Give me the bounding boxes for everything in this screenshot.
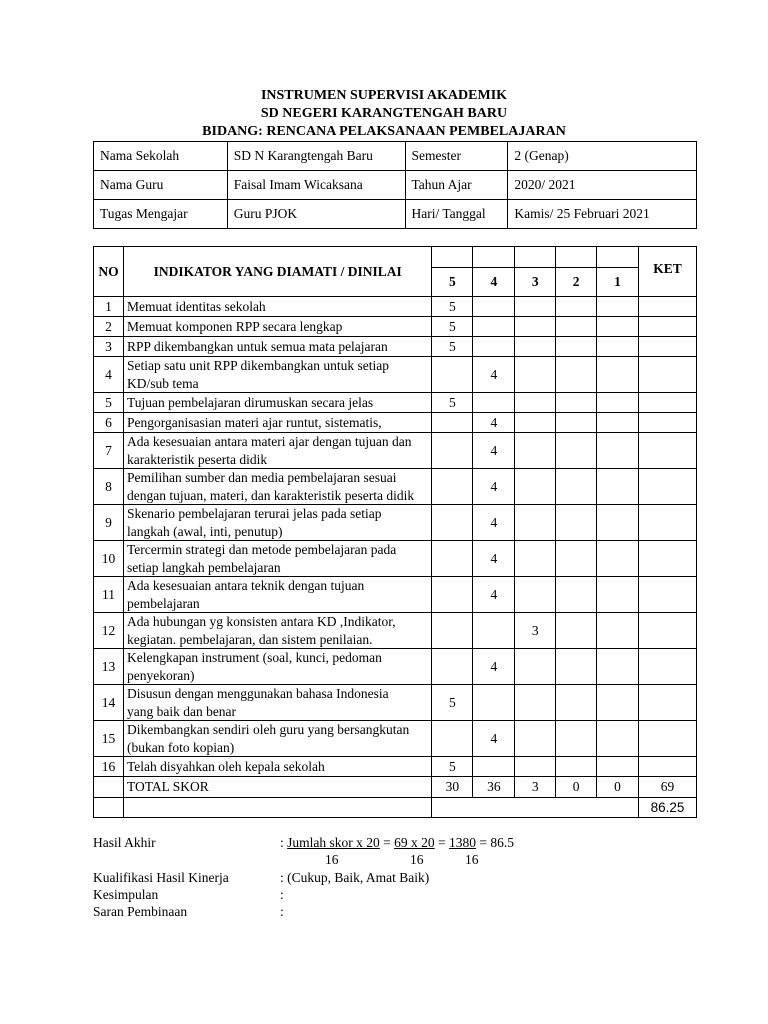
score-value: 4 bbox=[473, 469, 515, 505]
table-row bbox=[94, 685, 697, 721]
info-row bbox=[94, 142, 697, 171]
ket-cell bbox=[639, 393, 697, 413]
score-value: 4 bbox=[473, 541, 515, 577]
score-header: 1 bbox=[597, 268, 639, 297]
score-value: 4 bbox=[473, 357, 515, 393]
indicator-cell bbox=[123, 337, 431, 357]
ket-cell bbox=[639, 317, 697, 337]
indicator-text: pembelajaran bbox=[126, 595, 200, 611]
indicator-text: Pemilihan sumber dan media pembelajaran sesuai bbox=[126, 470, 397, 485]
score-cell-empty bbox=[597, 469, 639, 505]
score-cell-empty bbox=[515, 757, 556, 777]
score-header-blank bbox=[515, 247, 556, 268]
score-header-blank bbox=[597, 247, 639, 268]
score-cell-empty bbox=[515, 541, 556, 577]
indicator-cell bbox=[123, 685, 431, 721]
ket-cell bbox=[639, 757, 697, 777]
table-row bbox=[94, 393, 697, 413]
row-number: 15 bbox=[94, 721, 124, 757]
indicator-text: Memuat identitas sekolah bbox=[126, 298, 266, 314]
row-number: 5 bbox=[94, 393, 124, 413]
row-number: 8 bbox=[94, 469, 124, 505]
indicator-cell bbox=[123, 649, 431, 685]
score-value: 5 bbox=[432, 685, 473, 721]
score-cell-empty bbox=[556, 505, 597, 541]
score-cell-empty bbox=[597, 613, 639, 649]
row-number: 6 bbox=[94, 413, 124, 433]
score-cell-empty bbox=[432, 721, 473, 757]
ket-cell bbox=[639, 297, 697, 317]
score-cell-empty bbox=[597, 721, 639, 757]
info-label: Tugas Mengajar bbox=[94, 200, 228, 229]
indicator-text: langkah (awal, inti, penutup) bbox=[126, 523, 283, 539]
saran-value: : bbox=[280, 904, 284, 919]
ket-cell bbox=[639, 541, 697, 577]
total-score: 3 bbox=[515, 777, 556, 798]
score-cell-empty bbox=[597, 413, 639, 433]
score-cell-empty bbox=[473, 685, 515, 721]
indicator-text: KD/sub tema bbox=[126, 375, 199, 391]
document-title: INSTRUMEN SUPERVISI AKADEMIK bbox=[260, 88, 508, 103]
ket-cell bbox=[639, 721, 697, 757]
score-cell-empty bbox=[473, 393, 515, 413]
score-header-blank bbox=[556, 247, 597, 268]
total-ket: 69 bbox=[639, 777, 697, 798]
formula-denominator-1: 16 bbox=[325, 852, 339, 867]
info-label: Tahun Ajar bbox=[405, 171, 508, 200]
row-number: 11 bbox=[94, 577, 124, 613]
formula-prefix: : bbox=[280, 835, 288, 850]
score-cell-empty bbox=[597, 757, 639, 777]
score-cell-empty bbox=[556, 357, 597, 393]
formula-numerator-1: Jumlah skor x 20 bbox=[287, 835, 380, 850]
score-cell-empty bbox=[432, 613, 473, 649]
score-value: 5 bbox=[432, 317, 473, 337]
score-cell-empty bbox=[515, 721, 556, 757]
score-cell-empty bbox=[515, 297, 556, 317]
total-score: 36 bbox=[473, 777, 515, 798]
info-value: Kamis/ 25 Februari 2021 bbox=[508, 200, 697, 229]
total-label: TOTAL SKOR bbox=[123, 777, 431, 798]
info-value: SD N Karangtengah Baru bbox=[227, 142, 405, 171]
column-header-indikator: INDIKATOR YANG DIAMATI / DINILAI bbox=[123, 247, 431, 297]
indicator-cell bbox=[123, 317, 431, 337]
row-number: 14 bbox=[94, 685, 124, 721]
indicator-cell bbox=[123, 297, 431, 317]
score-header-blank bbox=[473, 247, 515, 268]
indicator-cell bbox=[123, 469, 431, 505]
score-cell-empty bbox=[556, 469, 597, 505]
score-value: 5 bbox=[432, 337, 473, 357]
info-label: Nama Guru bbox=[94, 171, 228, 200]
info-label: Semester bbox=[405, 142, 508, 171]
table-row bbox=[94, 297, 697, 317]
ket-cell bbox=[639, 577, 697, 613]
indicator-text: kegiatan. pembelajaran, dan sistem penilaian. bbox=[126, 631, 373, 647]
indicator-text: Telah disyahkan oleh kepala sekolah bbox=[126, 758, 325, 774]
indicator-text: Pengorganisasian materi ajar runtut, sistematis, bbox=[126, 414, 382, 430]
indicator-text: Ada kesesuaian antara teknik dengan tujuan bbox=[126, 578, 365, 593]
score-cell-empty bbox=[556, 721, 597, 757]
score-header: 4 bbox=[473, 268, 515, 297]
column-header-ket: KET bbox=[639, 247, 697, 297]
info-row bbox=[94, 200, 697, 229]
score-cell-empty bbox=[556, 317, 597, 337]
indicator-text: Ada kesesuaian antara materi ajar dengan tujuan dan bbox=[126, 434, 412, 449]
score-value: 3 bbox=[515, 613, 556, 649]
score-value: 5 bbox=[432, 757, 473, 777]
kesimpulan-label: Kesimpulan bbox=[93, 887, 159, 902]
row-number: 13 bbox=[94, 649, 124, 685]
field-heading: BIDANG: RENCANA PELAKSANAAN PEMBELAJARAN bbox=[202, 124, 566, 139]
score-header: 5 bbox=[432, 268, 473, 297]
score-cell-empty bbox=[597, 317, 639, 337]
indicator-cell bbox=[123, 757, 431, 777]
indicator-text: Setiap satu unit RPP dikembangkan untuk setiap bbox=[126, 358, 389, 373]
score-cell-empty bbox=[515, 433, 556, 469]
score-cell-empty bbox=[556, 685, 597, 721]
total-score: 0 bbox=[597, 777, 639, 798]
row-number: 1 bbox=[94, 297, 124, 317]
indicator-text: karakteristik peserta didik bbox=[126, 451, 268, 467]
score-cell-empty bbox=[556, 337, 597, 357]
table-row bbox=[94, 757, 697, 777]
score-cell-empty bbox=[515, 685, 556, 721]
indicator-cell bbox=[123, 433, 431, 469]
formula-equals: = bbox=[379, 835, 395, 850]
score-cell-empty bbox=[597, 685, 639, 721]
indicator-cell bbox=[123, 541, 431, 577]
score-cell-empty bbox=[515, 357, 556, 393]
score-cell-empty bbox=[473, 317, 515, 337]
info-table bbox=[93, 141, 697, 229]
ket-cell bbox=[639, 613, 697, 649]
header-row bbox=[94, 247, 697, 268]
info-value: Guru PJOK bbox=[227, 200, 405, 229]
indicator-cell bbox=[123, 413, 431, 433]
formula-result: = 86.5 bbox=[476, 835, 515, 850]
info-row bbox=[94, 171, 697, 200]
table-row bbox=[94, 317, 697, 337]
score-cell-empty bbox=[597, 541, 639, 577]
total-row bbox=[94, 777, 697, 798]
score-value: 5 bbox=[432, 393, 473, 413]
row-number: 7 bbox=[94, 433, 124, 469]
final-blank bbox=[432, 798, 639, 818]
column-header-no: NO bbox=[94, 247, 124, 297]
indicator-text: setiap langkah pembelajaran bbox=[126, 559, 281, 575]
indicator-text: Disusun dengan menggunakan bahasa Indonesia bbox=[126, 686, 389, 701]
score-cell-empty bbox=[515, 577, 556, 613]
saran-label: Saran Pembinaan bbox=[93, 904, 188, 919]
row-number: 3 bbox=[94, 337, 124, 357]
score-cell-empty bbox=[473, 613, 515, 649]
indicator-text: Tercermin strategi dan metode pembelajaran pada bbox=[126, 542, 397, 557]
indicator-cell bbox=[123, 357, 431, 393]
indicator-text: yang baik dan benar bbox=[126, 703, 237, 719]
final-row bbox=[94, 798, 697, 818]
score-value: 4 bbox=[473, 577, 515, 613]
ket-cell bbox=[639, 685, 697, 721]
table-row bbox=[94, 649, 697, 685]
indicator-cell bbox=[123, 393, 431, 413]
score-cell-empty bbox=[597, 649, 639, 685]
score-cell-empty bbox=[556, 649, 597, 685]
formula-equals: = bbox=[434, 835, 450, 850]
ket-cell bbox=[639, 337, 697, 357]
score-cell-empty bbox=[473, 337, 515, 357]
formula-numerator-3: 1380 bbox=[449, 835, 477, 850]
table-row bbox=[94, 613, 697, 649]
info-value: Faisal Imam Wicaksana bbox=[227, 171, 405, 200]
table-row bbox=[94, 433, 697, 469]
info-value: 2 (Genap) bbox=[508, 142, 697, 171]
score-header: 3 bbox=[515, 268, 556, 297]
score-cell-empty bbox=[515, 649, 556, 685]
score-cell-empty bbox=[556, 613, 597, 649]
formula-denominator-2: 16 bbox=[410, 852, 424, 867]
score-cell-empty bbox=[556, 433, 597, 469]
ket-cell bbox=[639, 505, 697, 541]
table-row bbox=[94, 413, 697, 433]
score-cell-empty bbox=[556, 393, 597, 413]
kesimpulan-value: : bbox=[280, 887, 284, 902]
row-number: 10 bbox=[94, 541, 124, 577]
indicator-cell bbox=[123, 721, 431, 757]
score-cell-empty bbox=[515, 505, 556, 541]
total-no-cell bbox=[94, 777, 124, 798]
info-label: Nama Sekolah bbox=[94, 142, 228, 171]
ket-cell bbox=[639, 413, 697, 433]
score-value: 5 bbox=[432, 297, 473, 317]
score-cell-empty bbox=[597, 297, 639, 317]
score-cell-empty bbox=[515, 469, 556, 505]
indicator-cell bbox=[123, 577, 431, 613]
score-header-blank bbox=[432, 247, 473, 268]
indicator-text: (bukan foto kopian) bbox=[126, 739, 235, 755]
indicator-text: Ada hubungan yg konsisten antara KD ,Indikator, bbox=[126, 614, 396, 629]
indicator-cell bbox=[123, 505, 431, 541]
score-cell-empty bbox=[432, 577, 473, 613]
indicator-text: Kelengkapan instrument (soal, kunci, pedoman bbox=[126, 650, 382, 665]
ket-cell bbox=[639, 649, 697, 685]
score-cell-empty bbox=[432, 649, 473, 685]
kualifikasi-value: : (Cukup, Baik, Amat Baik) bbox=[280, 870, 430, 885]
score-cell-empty bbox=[515, 337, 556, 357]
ket-cell bbox=[639, 357, 697, 393]
score-cell-empty bbox=[515, 413, 556, 433]
table-row bbox=[94, 505, 697, 541]
hasil-formula bbox=[280, 834, 514, 851]
indicator-text: penyekoran) bbox=[126, 667, 195, 683]
ket-cell bbox=[639, 469, 697, 505]
score-cell-empty bbox=[556, 413, 597, 433]
final-ket: 86.25 bbox=[639, 798, 697, 818]
score-cell-empty bbox=[597, 393, 639, 413]
info-value: 2020/ 2021 bbox=[508, 171, 697, 200]
indicator-text: RPP dikembangkan untuk semua mata pelajaran bbox=[126, 338, 388, 354]
indicator-text: Tujuan pembelajaran dirumuskan secara jelas bbox=[126, 394, 374, 410]
info-label: Hari/ Tanggal bbox=[405, 200, 508, 229]
row-number: 16 bbox=[94, 757, 124, 777]
row-number: 2 bbox=[94, 317, 124, 337]
table-row bbox=[94, 337, 697, 357]
score-value: 4 bbox=[473, 433, 515, 469]
ket-cell bbox=[639, 433, 697, 469]
indicator-text: dengan tujuan, materi, dan karakteristik peserta didik bbox=[126, 487, 415, 503]
score-cell-empty bbox=[515, 393, 556, 413]
score-value: 4 bbox=[473, 721, 515, 757]
indicator-text: Skenario pembelajaran terurai jelas pada setiap bbox=[126, 506, 382, 521]
indicator-text: Memuat komponen RPP secara lengkap bbox=[126, 318, 343, 334]
score-cell-empty bbox=[597, 505, 639, 541]
score-cell-empty bbox=[597, 577, 639, 613]
total-score: 30 bbox=[432, 777, 473, 798]
indicator-text: Dikembangkan sendiri oleh guru yang bersangkutan bbox=[126, 722, 410, 737]
score-cell-empty bbox=[432, 505, 473, 541]
score-cell-empty bbox=[556, 297, 597, 317]
score-value: 4 bbox=[473, 649, 515, 685]
kualifikasi-label: Kualifikasi Hasil Kinerja bbox=[93, 870, 229, 885]
formula-denominator-3: 16 bbox=[465, 852, 479, 867]
row-number: 9 bbox=[94, 505, 124, 541]
score-cell-empty bbox=[432, 541, 473, 577]
school-name-heading: SD NEGERI KARANGTENGAH BARU bbox=[260, 106, 508, 121]
assessment-table bbox=[93, 246, 697, 818]
row-number: 4 bbox=[94, 357, 124, 393]
score-cell-empty bbox=[432, 357, 473, 393]
score-cell-empty bbox=[556, 757, 597, 777]
formula-numerator-2: 69 x 20 bbox=[394, 835, 435, 850]
final-blank bbox=[94, 798, 124, 818]
indicator-cell bbox=[123, 613, 431, 649]
score-cell-empty bbox=[432, 469, 473, 505]
row-number: 12 bbox=[94, 613, 124, 649]
score-cell-empty bbox=[473, 297, 515, 317]
score-cell-empty bbox=[556, 577, 597, 613]
final-blank bbox=[123, 798, 431, 818]
score-header: 2 bbox=[556, 268, 597, 297]
table-row bbox=[94, 577, 697, 613]
score-cell-empty bbox=[556, 541, 597, 577]
score-value: 4 bbox=[473, 505, 515, 541]
table-row bbox=[94, 721, 697, 757]
score-cell-empty bbox=[473, 757, 515, 777]
score-cell-empty bbox=[597, 433, 639, 469]
score-cell-empty bbox=[597, 337, 639, 357]
score-value: 4 bbox=[473, 413, 515, 433]
score-cell-empty bbox=[515, 317, 556, 337]
table-row bbox=[94, 541, 697, 577]
score-cell-empty bbox=[432, 413, 473, 433]
score-cell-empty bbox=[432, 433, 473, 469]
table-row bbox=[94, 469, 697, 505]
table-row bbox=[94, 357, 697, 393]
total-score: 0 bbox=[556, 777, 597, 798]
score-cell-empty bbox=[597, 357, 639, 393]
hasil-label: Hasil Akhir bbox=[93, 835, 156, 850]
